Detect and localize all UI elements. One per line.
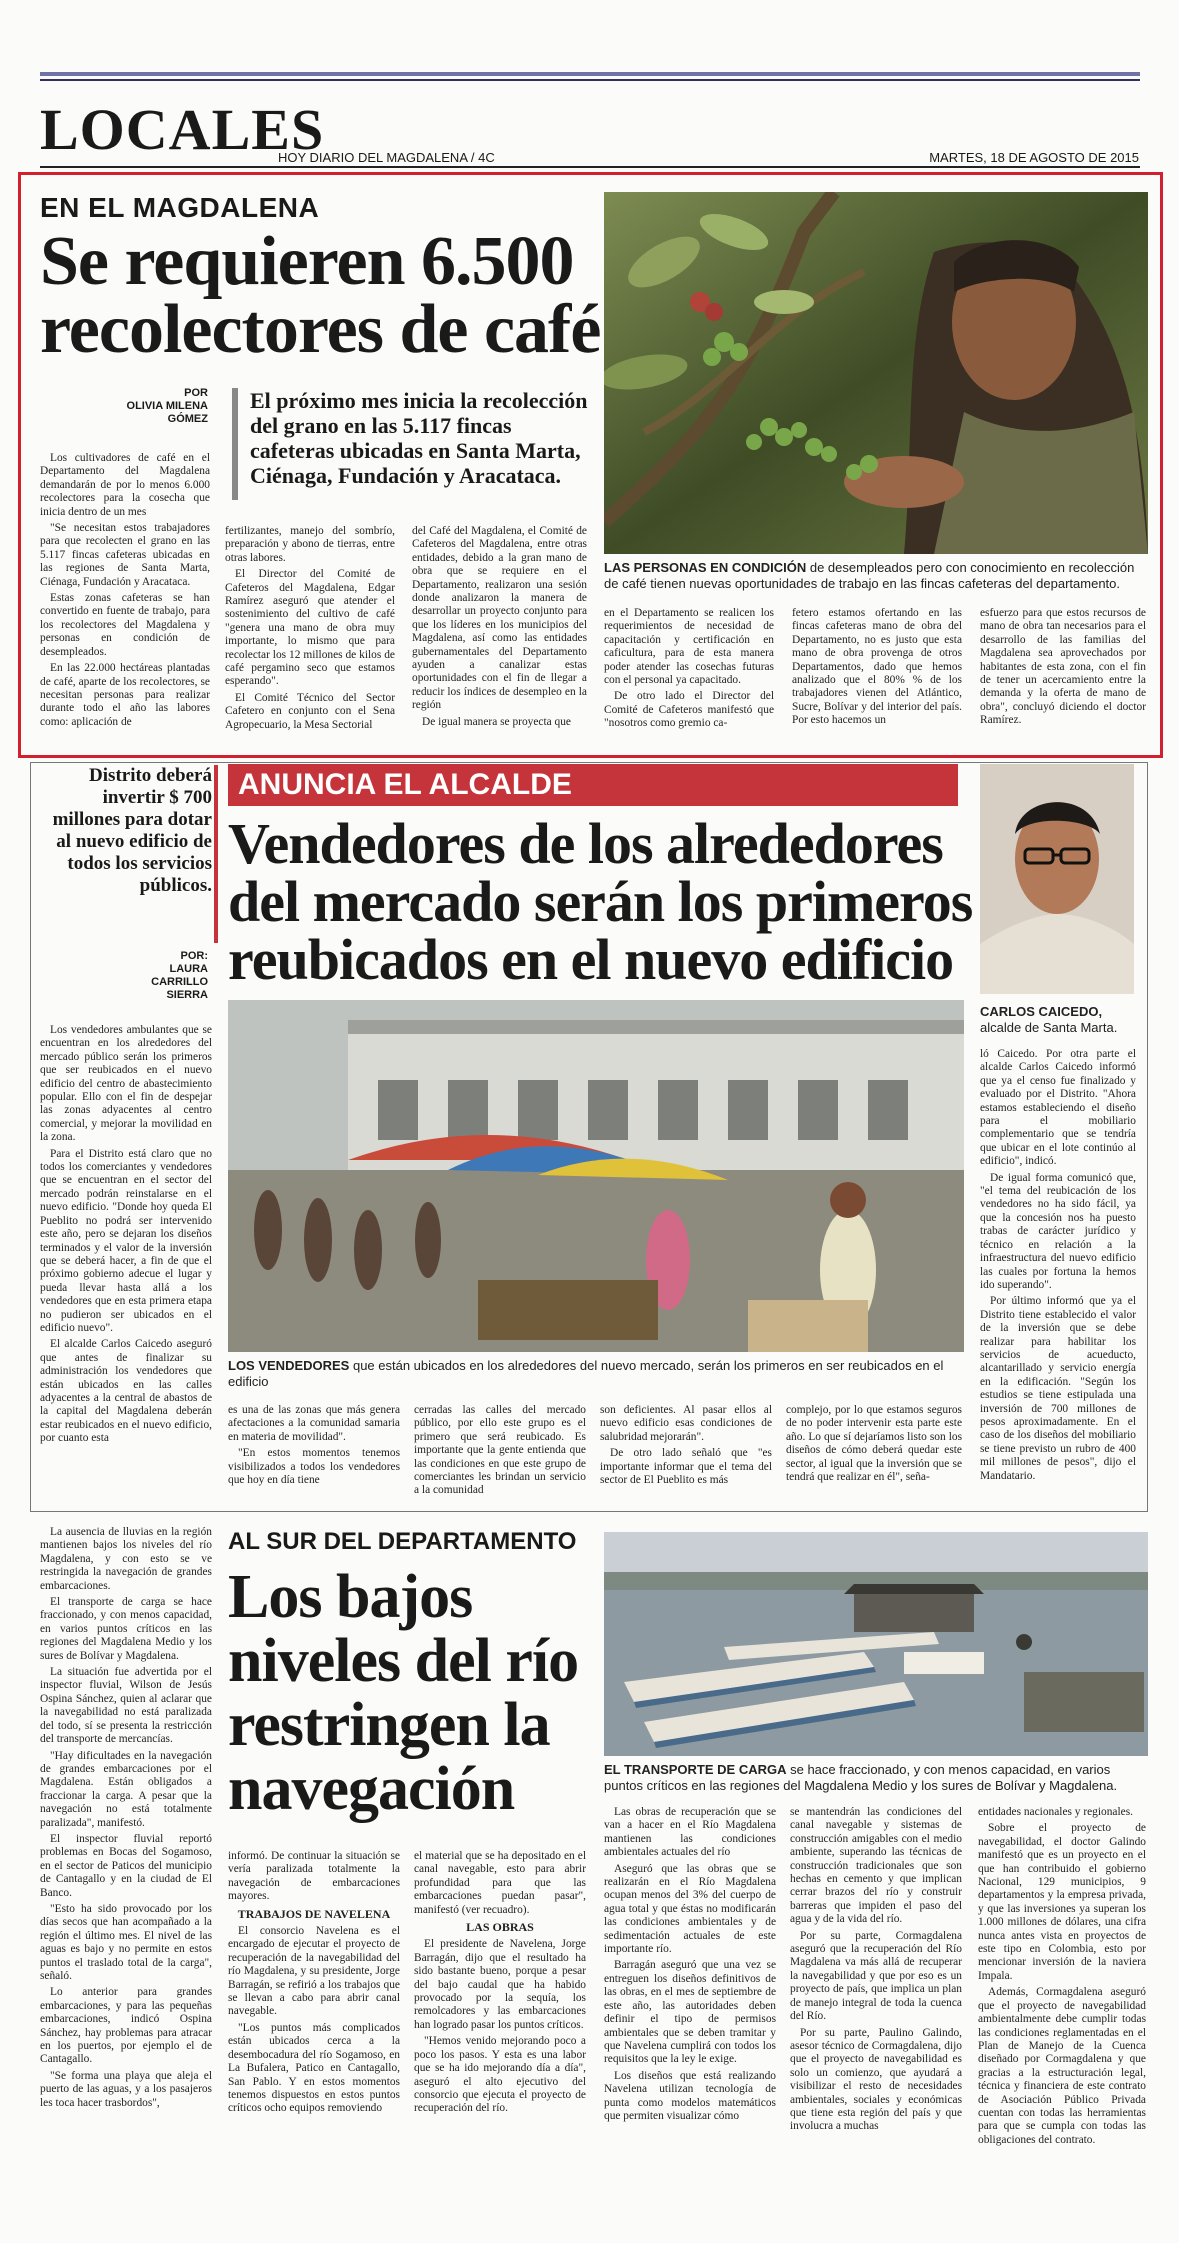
story2-column-6 (980, 1048, 1136, 1486)
story3-column-1 (40, 1526, 212, 2113)
paragraph: fetero estamos ofertando en las fincas cafeteras mano de obra del Departamento, no es justo que esta mano de obra provenga de otros Departamentos, dado que hemos analizado que el 80% % de los trabajadores vienen del Atlántico, Sucre, Bolívar y del interior del país. Por esto hacemos un (792, 607, 962, 727)
coffee-picker-photo (604, 192, 1148, 554)
paragraph: Por último informó que ya el Distrito tiene establecido el valor de la inversión que se debe realizar para habilitar los servicios de acueducto, alcantarillado y servicio energía en la edificación. "Según los estudios se tiene estipulada una inversión de 700 millones de pesos aproximadamente. En el caso de los diseños del mobiliario se tiene previsto un rubro de 400 mil millones de pesos", dijo el Mandatario. (980, 1295, 1136, 1482)
paragraph: ló Caicedo. Por otra parte el alcalde Carlos Caicedo informó que ya el censo fue finalizado y evaluado por el Distrito. "Ahora estamos estableciendo el diseño para el mobiliario complementario que se tendría que ubicar en el lote continúo al edificio", indicó. (980, 1048, 1136, 1168)
story1-column-1 (40, 452, 210, 732)
paragraph: El Director del Comité de Cafeteros del Magdalena, Edgar Ramírez aseguró que atender el sostenimiento del cultivo de café "genera una mano de obra muy importante, lo mismo que para recolectar los 12 millones de kilos de café pergamino seco que estamos esperando". (225, 568, 395, 688)
paragraph: De igual forma comunicó que, "el tema del reubicación de los vendedores no ha sido fácil, ya que la concesión nos ha puesto trabas de carácter jurídico y técnico en relación a la infraestructura del nuevo edificio las cuales por fortuna la hemos ido superando". (980, 1171, 1136, 1291)
paragraph: El transporte de carga se hace fraccionado, y con menos capacidad, en varios puntos críticos en las regiones del Magdalena Medio y los sures de Bolívar y Magdalena. (40, 1596, 212, 1662)
headline-line: navegación (228, 1755, 515, 1823)
story2-column-5 (786, 1404, 962, 1487)
paragraph: Los vendedores ambulantes que se encuentran en los alrededores del mercado público serán los primeros que ser reubicados en el nuevo edificio del centro de abastecimiento popular. Ello con el fin de despejar las zonas adyacentes al centro comercial, y mejorar la movilidad en la zona. (40, 1024, 212, 1144)
paragraph: entidades nacionales y regionales. (978, 1806, 1133, 1818)
story2-column-3 (414, 1404, 586, 1501)
subhead-navelena: TRABAJOS DE NAVELENA (237, 1906, 391, 1921)
paragraph: De igual manera se proyecta que (422, 715, 571, 728)
paragraph: De otro lado el Director del Comité de Cafeteros manifestó que "nosotros como gremio ca- (604, 690, 774, 730)
section-title: LOCALES (40, 97, 325, 162)
paragraph: "Los puntos más complicados están ubicados cerca a la desembocadura del río Sogamoso, en La Bufalera, Patico en Cantagallo, San Pablo. Y en estos momentos tenemos dispuestos en estos puntos críticos ocho equipos removiendo (228, 2021, 400, 2115)
caption-text: que están ubicados en los alrededores del nuevo mercado, serán los primeros en ser reubicados en el edificio (228, 1358, 944, 1389)
headline-line: niveles del río (228, 1627, 579, 1695)
paragraph: El inspector fluvial reportó problemas en Bocas del Sogamoso, en el sector de Paticos del municipio de Cantagallo y en la ciudad de El Banco. (40, 1832, 212, 1899)
paragraph: Barragán aseguró que una vez se entreguen los diseños definitivos de las obras, en el mes de septiembre de este año, las autoridades deben definir el tipo de permisos ambientales que se deben tramitar y que Navelena cumplirá con todos los requisitos que la ley le exige. (604, 1959, 776, 2066)
paragraph: fertilizantes, manejo del sombrío, preparación y abono de tierras, entre otras labores. (225, 525, 395, 564)
story2-column-1 (40, 1024, 212, 1449)
story3-column-4 (604, 1806, 776, 2126)
paragraph: Para el Distrito está claro que no todos los comerciantes y vendedores que se encuentran en el sector del mercado podrán reinstalarse en el nuevo edificio. "Donde hoy queda El Pueblito no podrá ser intervenido este año, pero se dejaran los diseños terminados y el valor de la inversión que se deberá hacer, a fin de que el próximo gobierno adecue el lugar y pueda llevar hasta allá a los vendedores que en esta primera etapa no pudieron ser ubicados en el edificio nuevo". (40, 1147, 212, 1334)
story3-column-5 (790, 1806, 962, 2137)
paragraph: En las 22.000 hectáreas plantadas de café, aparte de los recolectores, se necesitan personas para realizar durante todo el año las labores como: aplicación de (40, 662, 210, 728)
deck-rule (232, 388, 238, 500)
story1-column-3 (412, 525, 587, 732)
story3-column-3 (414, 1850, 586, 2119)
byline-name: LAURA CARRILLO SIERRA (151, 963, 208, 1001)
byline-label: POR (184, 387, 208, 399)
paragraph: "Se forma una playa que aleja el puerto de las aguas, y a los pasajeros les toca hacer trasbordos", (40, 2069, 212, 2109)
caption-lead: CARLOS CAICEDO, (980, 1004, 1103, 1019)
story2-headline: Vendedores de los alrededores del mercado serán los primeros reubicados en el nuevo edificio (228, 811, 973, 992)
subhead-obras: LAS OBRAS (466, 1920, 534, 1935)
paragraph: La ausencia de lluvias en la región mantienen bajos los niveles del río Magdalena, y con esto se ve restringida la navegación de grandes embarcaciones. (40, 1526, 212, 1592)
story1-column-5 (792, 607, 962, 731)
paragraph: complejo, por lo que estamos seguros de no poder intervenir esta parte este año. Lo que sí dejaríamos listo son los diseños de cómo deberá quedar este sector, al igual que la inversión que se tendrá que realizar en él", seña- (786, 1404, 962, 1484)
paragraph: "En estos momentos tenemos visibilizados a todos los vendedores que hoy en día tiene (228, 1447, 400, 1487)
pullquote-rule (214, 765, 218, 943)
mayor-portrait-photo (980, 764, 1134, 994)
byline-name: OLIVIA MILENA GÓMEZ (126, 400, 208, 425)
paragraph: Además, Cormagdalena aseguró que el proyecto de navegabilidad ambientalmente debe cumplir todas las condiciones reglamentadas en el Plan de Manejo de la Cuenca diseñado por Cormagdalena y que gracias a la estructuración legal, técnica y financiera de este contrato de Asociación Público Privada cuentan con todas las herramientas para que se cumpla con todas las obligaciones del contrato. (978, 1986, 1146, 2146)
story3-headline (228, 1565, 608, 1821)
paragraph: el material que se ha depositado en el canal navegable, esto para abrir profundidad para que las embarcaciones puedan pasar", manifestó (ver recuadro). (414, 1850, 586, 1916)
story3-kicker: AL SUR DEL DEPARTAMENTO (228, 1528, 577, 1555)
caption-text: se hace fraccionado, y con menos capacidad, en varios puntos críticos en las regiones del Magdalena Medio y los sures de Bolívar y Magdalena. (604, 1762, 1118, 1793)
paragraph: El alcalde Carlos Caicedo aseguró que antes de finalizar su administración los vendedores que están ubicados en las calles adyacentes a la central de abastos de la capital del Magdalena deberán estar reubicados en el nuevo edificio, por cuanto esta (40, 1338, 212, 1445)
story1-column-6 (980, 607, 1146, 731)
paragraph: Los cultivadores de café en el Departamento del Magdalena demandarán de por lo menos 6.000 recolectores para la cosecha que inicia dentro de un mes (40, 452, 210, 518)
paragraph: en el Departamento se realicen los requerimientos de necesidad de capacitación y certificación en caficultura, para de esta manera poder atender las cosechas futuras con el personal ya capacitado. (604, 607, 774, 687)
paragraph: La situación fue advertida por el inspector fluvial, Wilson de Jesús Ospina Sánchez, quien al aclarar que la navegabilidad no está paralizada del todo, sí se presenta la restricción del transporte de mercancías. (40, 1666, 212, 1746)
paragraph: es una de las zonas que más genera afectaciones a la comunidad samaria en materia de movilidad". (228, 1404, 400, 1443)
paragraph: cerradas las calles del mercado público, por ello este grupo es el primero que será reubicado. Es importante que la gente entienda que las condiciones en que este grupo de comerciantes les brindan un servicio a la comunidad (414, 1404, 586, 1497)
paragraph: son deficientes. Al pasar ellos al nuevo edificio esas condiciones de salubridad mejorarán". (600, 1404, 772, 1443)
story1-headline: Se requieren 6.500 recolectores de café (40, 223, 601, 368)
story2-column-4 (600, 1404, 772, 1490)
edition-date: MARTES, 18 DE AGOSTO DE 2015 (929, 150, 1139, 165)
story3-caption (604, 1762, 1148, 1794)
paragraph: esfuerzo para que estos recursos de mano de obra tan necesarios para el desarrollo de las familias del Magdalena sea aprovechados por habitantes de esta zona, con el fin de tener un acercamiento entre la demanda y la oferta de mano de obra", concluyó diciendo el doctor Ramírez. (980, 607, 1146, 727)
story2-byline (120, 950, 208, 1002)
portrait-caption (980, 1004, 1140, 1036)
paragraph: "Hay dificultades en la navegación de grandes embarcaciones por el Magdalena. Están obligados a fraccionar la carga. A pesar que la navegación no está totalmente paralizada", manifestó. (40, 1749, 212, 1829)
paragraph: El Comité Técnico del Sector Cafetero en conjunto con el Sena Agropecuario, la Mesa Sectorial (225, 691, 395, 731)
paragraph: Los diseños que está realizando Navelena utilizan tecnología de punta como modelos matemáticos que permiten visualizar cómo (604, 2069, 776, 2122)
market-photo (228, 1000, 964, 1352)
paragraph: "Esto ha sido provocado por los días secos que han acompañado a la región el último mes. El nivel de las aguas es bajo y no permite en estos puntos el traslado total de la carga", señaló. (40, 1902, 212, 1982)
story1-caption (604, 560, 1148, 592)
headline-line: restringen la (228, 1691, 550, 1759)
paper-name: HOY DIARIO DEL MAGDALENA / 4C (278, 150, 495, 165)
paragraph: De otro lado señaló que "es importante informar que el tema del sector de El Pueblito es más (600, 1447, 772, 1487)
caption-text: alcalde de Santa Marta. (980, 1020, 1118, 1035)
caption-lead: LOS VENDEDORES (228, 1358, 350, 1373)
paragraph: El consorcio Navelena es el encargado de ejecutar el proyecto de recuperación de la navegabilidad del río Magdalena, y su presidente, Jorge Barragán, se refirió a los trabajos que se llevan a cabo para abrir canal navegable. (228, 1925, 400, 2018)
paragraph: Las obras de recuperación que se van a hacer en el Río Magdalena mantienen las condiciones ambientales actuales del río (604, 1806, 776, 1859)
story1-column-4 (604, 607, 774, 734)
top-rule (40, 72, 1140, 76)
story2-caption (228, 1358, 964, 1390)
paragraph: Lo anterior para grandes embarcaciones, y para las pequeñas embarcaciones, indicó Ospina Sánchez, hay problemas para atracar en los puertos, por ejemplo el de Cantagallo. (40, 1986, 212, 2066)
caption-lead: EL TRANSPORTE DE CARGA (604, 1762, 787, 1777)
paragraph: "Hemos venido mejorando poco a poco los pasos. Y esta es una labor que se ha ido mejorando día a día", aseguró el alto ejecutivo del consorcio que ejecuta el proyecto de recuperación del río. (414, 2035, 586, 2115)
story1-byline (120, 387, 208, 426)
story1-deck: El próximo mes inicia la recolección del grano en las 5.117 fincas cafeteras ubicadas en Santa Marta, Ciénaga, Fundación y Aracataca. (250, 388, 588, 488)
caption-lead: LAS PERSONAS EN CONDICIÓN (604, 560, 807, 575)
story3-column-2 (228, 1850, 400, 2119)
paragraph: Por su parte, Paulino Galindo, asesor técnico de Cormagdalena, dijo que el proyecto de navegabilidad es solo un comienzo, que ayudará a visibilizar el resto de necesidades ambientales, sociales y económicas que tiene esta región del país y que involucra a muchas (790, 2026, 962, 2133)
river-boats-photo (604, 1532, 1148, 1756)
paragraph: se mantendrán las condiciones del canal navegable y sistemas de construcción amigables con el medio ambiente, superando las técnicas de construcción tradicionales que son hechas en cemento y que implican cerrar brazos del río y construir barreras que impiden el paso del agua y de la vida del río. (790, 1806, 962, 1926)
paragraph: informó. De continuar la situación se vería paralizada totalmente la navegación de embarcaciones mayores. (228, 1850, 400, 1903)
paragraph: "Se necesitan estos trabajadores para que recolecten el grano en las 5.117 fincas cafeteras ubicadas en las regiones de Santa Marta, Ciénaga, Fundación y Aracataca. (40, 522, 210, 588)
paragraph: Por su parte, Cormagdalena aseguró que la recuperación del Río Magdalena va más allá de recuperar la navegabilidad y que por eso es un proyecto de país, que implica un plan de manejo integral de toda la cuenca del Río. (790, 1929, 962, 2023)
paragraph: Aseguró que las obras que se realizarán en el Río Magdalena ocupan menos del 3% del cuerpo de agua total y que éstas no modificarán las condiciones ambientales y de sedimentación actuales de este importante río. (604, 1862, 776, 1956)
paragraph: Estas zonas cafeteras se han convertido en fuente de trabajo, para los recolectores del Magdalena y personas en condición de desempleados. (40, 592, 210, 658)
paragraph: del Café del Magdalena, el Comité de Cafeteros del Magdalena, entre otras entidades, debido a la gran mano de obra que se requiere en el Departamento, realizaron una sesión donde analizaron la manera de desarrollar un proyecto conjunto para que los líderes en los municipios del Magdalena, así como las entidades gubernamentales del Departamento ayuden a canalizar estas oportunidades con el fin de llegar a reducir los índices de desempleo en la región (412, 525, 587, 712)
top-rule-thin (40, 79, 1140, 81)
paragraph: Sobre el proyecto de navegabilidad, el doctor Galindo manifestó que es un proyecto en el que han contribuido el gobierno Nacional, 129 municipios, 9 departamentos y la empresa privada, y que las inversiones ya superan los 1.000 millones de dólares, una cifra nunca antes vista en proyectos de este tipo en Colombia, esto por mencionar inversión de la naviera Impala. (978, 1822, 1146, 1982)
masthead-rule (40, 166, 1140, 168)
story2-column-2 (228, 1404, 400, 1490)
story2-kicker: ANUNCIA EL ALCALDE (228, 764, 958, 806)
caption-text: de desempleados pero con conocimiento en recolección de café tienen nuevas oportunidades de trabajo en las fincas cafeteras del departamento. (604, 560, 1135, 591)
story1-kicker: EN EL MAGDALENA (40, 192, 320, 223)
story2-pullquote: Distrito deberá invertir $ 700 millones para dotar al nuevo edificio de todos los servicios públicos. (52, 765, 212, 896)
story1-column-2 (225, 525, 395, 735)
paragraph: El presidente de Navelena, Jorge Barragán, dijo que el resultado ha sido bastante bueno, porque a pesar del bajo caudal que ha habido provocado por la sequía, los remolcadores y las embarcaciones han logrado pasar los puntos críticos. (414, 1938, 586, 2031)
byline-label: POR: (180, 950, 208, 962)
headline-line: Los bajos (228, 1563, 473, 1631)
story3-column-6 (978, 1806, 1146, 2150)
